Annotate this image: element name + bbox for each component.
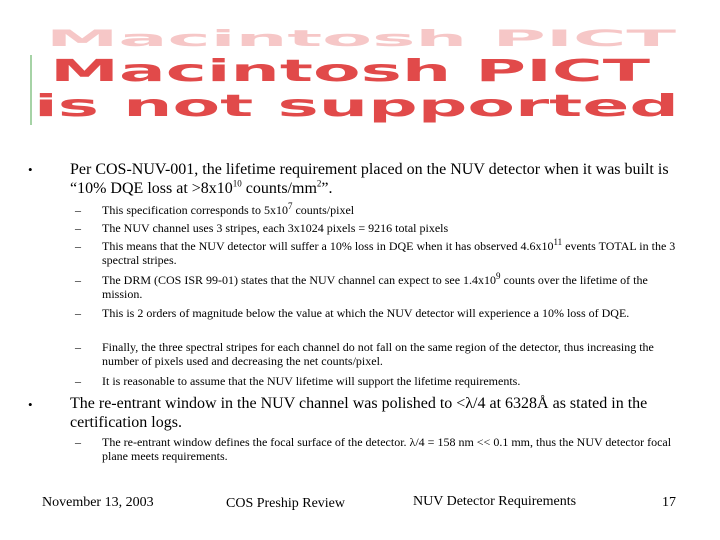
dash-icon: – bbox=[75, 221, 81, 235]
unsupported-image-placeholder bbox=[30, 28, 690, 124]
dash-icon: – bbox=[75, 374, 81, 388]
dash-icon: – bbox=[75, 435, 81, 449]
sub-bullet-1-5: This is 2 orders of magnitude below the value at which the NUV detector will experience a 10% loss of DQE. bbox=[102, 306, 630, 320]
footer-title: NUV Detector Requirements bbox=[413, 494, 577, 509]
bullet-2-text: The re-entrant window in the NUV channel was polished to <λ/4 at 6328Å as stated in the certification logs. bbox=[70, 395, 648, 431]
sub-bullet-1-7: It is reasonable to assume that the NUV lifetime will support the lifetime requirements. bbox=[102, 374, 521, 388]
dash-icon: – bbox=[75, 340, 81, 354]
dash-icon: – bbox=[75, 203, 81, 217]
pict-line-1: Macintosh PICT bbox=[50, 54, 652, 89]
sub-bullet-1-1: This specification corresponds to $5x10^7$ counts/pixel bbox=[102, 201, 355, 217]
dash-icon: – bbox=[75, 306, 81, 320]
sub-bullet-1-6: Finally, the three spectral stripes for each channel do not fall on the same region of the detector, thus increasing the number of pixels used and decreasing the net counts/pixel. bbox=[102, 340, 654, 368]
sub-bullet-1-2: The NUV channel uses 3 stripes, each 3x1024 pixels = 9216 total pixels bbox=[102, 221, 449, 235]
sub-bullet-1-4: The DRM (COS ISR 99-01) states that the NUV channel can expect to see $1.4x10^9$ counts over the lifetime of the mission. bbox=[102, 271, 648, 301]
bullet-icon: • bbox=[28, 397, 33, 412]
page-number: 17 bbox=[662, 495, 676, 510]
bullet-icon: • bbox=[28, 162, 33, 177]
bullet-1-text: Per COS-NUV-001, the lifetime requirement placed on the NUV detector when it was built is “10% DQE loss at $>8x10^{10}$ counts/$mm^2$”. bbox=[70, 161, 669, 197]
footer-date: November 13, 2003 bbox=[42, 495, 154, 510]
sub-bullet-1-3: This means that the NUV detector will suffer a 10% loss in DQE when it has observed $4.6x10^{11}$ events TOTAL in the 3 spectral stripes. bbox=[102, 237, 676, 267]
sub-bullet-2-1: The re-entrant window defines the focal surface of the detector. λ/4 = 158 nm << 0.1 mm, thus the NUV detector focal plane meets requirements. bbox=[102, 435, 672, 463]
dash-icon: – bbox=[75, 239, 81, 253]
svg-text:Macintosh PICT bbox=[46, 28, 676, 52]
pict-line-3: is not supported bbox=[34, 89, 679, 124]
footer-event: COS Preship Review bbox=[226, 496, 345, 511]
pict-ghost-line: Macintosh PICT bbox=[46, 28, 676, 52]
dash-icon: – bbox=[75, 273, 81, 287]
